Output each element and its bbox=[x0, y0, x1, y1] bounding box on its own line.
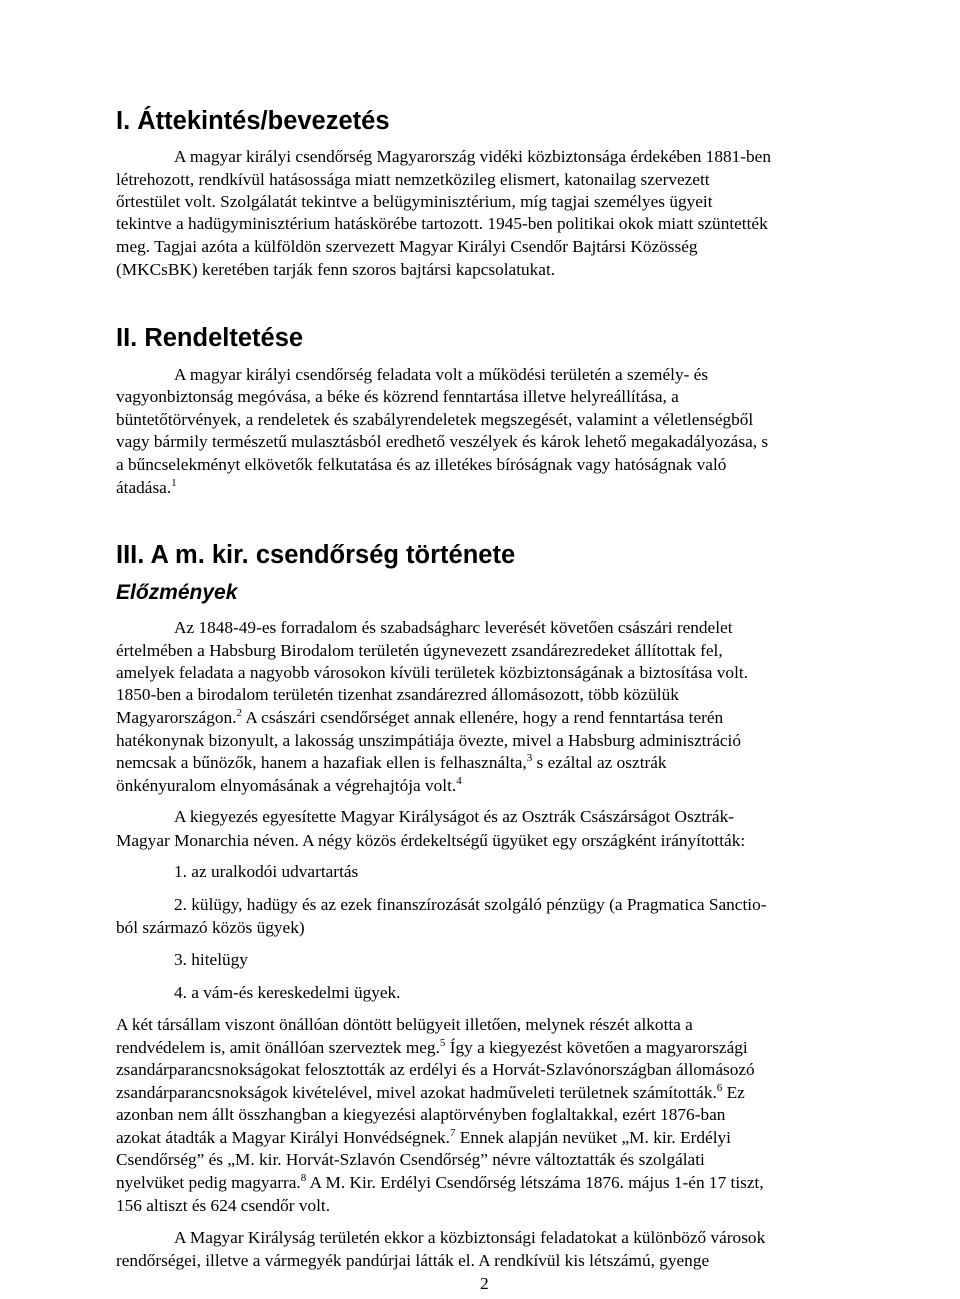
section-3-heading: III. A m. kir. csendőrség története bbox=[116, 541, 516, 569]
list-item-continuation: ból származó közös ügyek) bbox=[116, 918, 305, 937]
text-line: A két társállam viszont önállóan döntött belügyeit illetően, melynek részét alkotta a bbox=[116, 1015, 693, 1034]
text-line: 1850-ben a birodalom területén tizenhat zsandárezred állomásozott, több közülük bbox=[116, 685, 679, 704]
footnote-ref[interactable]: 7 bbox=[449, 1127, 456, 1139]
text-line: azokat átadták a Magyar Királyi Honvédségnek.$^7$ Ennek alapján nevüket „M. kir. Erdélyi bbox=[116, 1127, 731, 1147]
section-2-heading: II. Rendeltetése bbox=[116, 324, 304, 352]
text-line: nyelvüket pedig magyarra.$^8$ A M. Kir. Erdélyi Csendőrség létszáma 1876. május 1-én 17 tiszt, bbox=[116, 1172, 764, 1192]
text-line: A magyar királyi csendőrség feladata volt a működési területén a személy- és bbox=[174, 365, 709, 384]
text-line: a bűncselekményt elkövetők felkutatása és az illetékes bíróságnak vagy hatóságnak való bbox=[116, 455, 727, 474]
text-line: zsandárparancsnokságok kivételével, mivel azokat hadműveleti területnek számították.$^6$ Ez bbox=[116, 1082, 745, 1102]
text-line: átadása.$^1$ bbox=[116, 477, 177, 497]
footnote-ref[interactable]: 1 bbox=[171, 477, 177, 489]
text-line: büntetőtörvények, a rendeletek és szabályrendeletek megszegését, valamint a véletlenségből bbox=[116, 410, 754, 429]
text-line: A Magyar Királyság területén ekkor a közbiztonsági feladatokat a különböző városok bbox=[174, 1228, 766, 1247]
text-line: Magyarországon.$^2$ A császári csendőrséget annak ellenére, hogy a rend fenntartása terén bbox=[116, 707, 724, 727]
list-item: 3. hitelügy bbox=[174, 950, 248, 969]
text-line: Magyar Monarchia néven. A négy közös érdekeltségű ügyüket egy országként irányították: bbox=[116, 831, 746, 850]
text-line: amelyek feladata a nagyobb városokon kívüli területek közbiztonságának a biztosítása volt. bbox=[116, 663, 748, 682]
text-line: vagyonbiztonság megóvása, a béke és közrend fenntartása illetve helyreállítása, a bbox=[116, 387, 679, 406]
text-line: 156 altiszt és 624 csendőr volt. bbox=[116, 1196, 331, 1215]
section-1-heading: I. Áttekintés/bevezetés bbox=[116, 107, 390, 135]
page-number: 2 bbox=[480, 1274, 489, 1293]
text-line: meg. Tagjai azóta a külföldön szervezett Magyar Királyi Csendőr Bajtársi Közösség bbox=[116, 237, 698, 256]
text-line: értelmében a Habsburg Birodalom területén úgynevezett zsandárezredeket állítottak fel, bbox=[116, 641, 723, 660]
text-line: őrtestület volt. Szolgálatát tekintve a belügyminisztérium, míg tagjai személyes ügyeit bbox=[116, 192, 713, 211]
list-item: 1. az uralkodói udvartartás bbox=[174, 862, 359, 881]
text-line: rendőrségei, illetve a vármegyék pandúrjai látták el. A rendkívül kis létszámú, gyenge bbox=[116, 1251, 710, 1270]
text-line: Csendőrség” és „M. kir. Horvát-Szlavón Csendőrség” névre változtatták és szolgálati bbox=[116, 1150, 705, 1169]
list-item: 2. külügy, hadügy és az ezek finanszírozását szolgáló pénzügy (a Pragmatica Sanctio- bbox=[174, 895, 767, 914]
text-line: önkényuralom elnyomásának a végrehajtója volt.$^4$ bbox=[116, 775, 462, 795]
text-line: (MKCsBK) keretében tarják fenn szoros bajtársi kapcsolatukat. bbox=[116, 260, 556, 279]
text-line: Az 1848-49-es forradalom és szabadságharc leverését követően császári rendelet bbox=[174, 618, 733, 637]
footnote-ref[interactable]: 8 bbox=[300, 1172, 307, 1184]
text-line: azonban nem állt összhangban a kiegyezési alaptörvényben foglaltakkal, ezért 1876-ban bbox=[116, 1105, 726, 1124]
list-item: 4. a vám-és kereskedelmi ügyek. bbox=[174, 983, 401, 1002]
text-line: zsandárparancsnokságokat felosztották az erdélyi és a Horvát-Szlavónországban állomásozó bbox=[116, 1060, 755, 1079]
text-line: rendvédelem is, amit önállóan szerveztek meg.$^5$ Így a kiegyezést követően a magyarországi bbox=[116, 1037, 748, 1057]
text-line: A magyar királyi csendőrség Magyarország vidéki közbiztonsága érdekében 1881-ben bbox=[174, 147, 771, 166]
text-line: A kiegyezés egyesítette Magyar Királyságot és az Osztrák Császárságot Osztrák- bbox=[174, 807, 734, 826]
text-line: létrehozott, rendkívül hatásossága miatt nemzetközileg elismert, katonailag szervezett bbox=[116, 170, 710, 189]
text-line: nemcsak a bűnözők, hanem a hazafiak ellen is felhasználta,$^3$ s ezáltal az osztrák bbox=[116, 752, 667, 772]
footnote-ref[interactable]: 3 bbox=[526, 752, 533, 764]
subsection-heading: Előzmények bbox=[116, 581, 238, 604]
footnote-ref[interactable]: 6 bbox=[716, 1082, 723, 1094]
text-line: vagy bármily természetű mulasztásból eredhető veszélyek és károk lehető megakadályozása, s bbox=[116, 432, 769, 451]
footnote-ref[interactable]: 2 bbox=[236, 707, 242, 719]
text-line: hatékonynak bizonyult, a lakosság unszimpátiája övezte, mivel a Habsburg adminisztráció bbox=[116, 731, 741, 750]
text-line: tekintve a hadügyminisztérium hatáskörébe tartozott. 1945-ben politikai okok miatt szüntették bbox=[116, 214, 768, 233]
footnote-ref[interactable]: 5 bbox=[439, 1037, 446, 1049]
footnote-ref[interactable]: 4 bbox=[456, 775, 462, 787]
